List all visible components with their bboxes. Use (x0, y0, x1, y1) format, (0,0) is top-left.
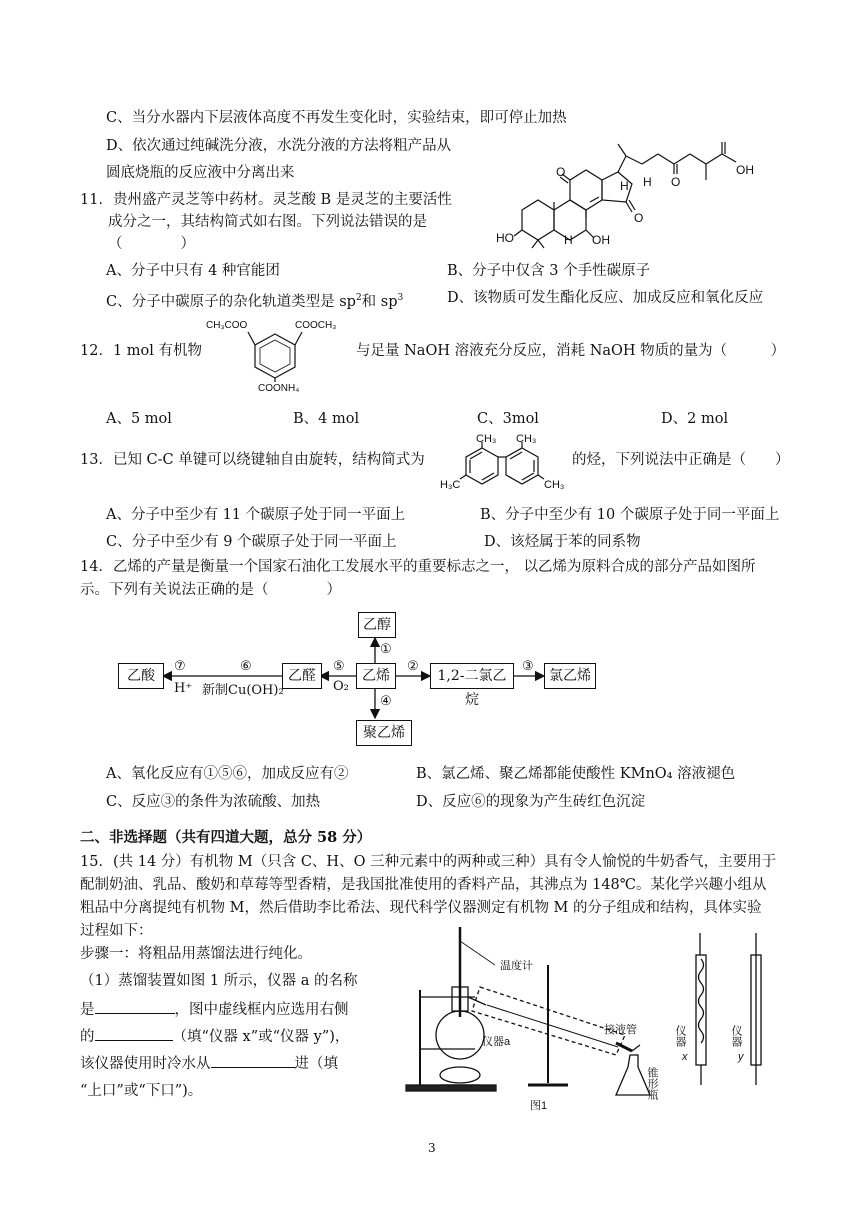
mol-o-ketone-d: O (634, 211, 644, 225)
fig-flask-label: 锥形瓶 (646, 1067, 658, 1100)
q15-p3-prefix: 的 (80, 1029, 95, 1045)
q13-h3c: H₃C (440, 479, 461, 490)
q11-option-d: D、该物质可发生酯化反应、加成反应和氧化反应 (447, 290, 764, 306)
q13-stem-post: 的烃，下列说法中正确是（ ） (572, 452, 790, 468)
section-2-heading: 二、非选择题（共有四道大题，总分 58 分） (80, 829, 372, 846)
q15-p2-prefix: 是 (80, 1002, 95, 1018)
fig-receiver-label: 接液管 (604, 1024, 637, 1036)
flow-acetaldehyde: 乙醛 (282, 663, 322, 689)
q15-part1-line5: “上口”或“下口”)。 (80, 1083, 203, 1099)
q13-ch3-b: CH₃ (516, 433, 537, 445)
q15-stem-line4: 过程如下： (80, 923, 153, 939)
mol-o-ketone-c: O (556, 165, 566, 179)
q14-stem-line1: 14．乙烯的产量是衡量一个国家石油化工发展水平的重要标志之一， 以乙烯为原料合成的部分产品如图所 (80, 559, 756, 575)
q13-stem-pre: 13．已知 C-C 单键可以绕键轴自由旋转，结构简式为 (80, 452, 425, 468)
q13-option-b: B、分子中至少有 10 个碳原子处于同一平面上 (480, 507, 780, 523)
q10-option-c: C、当分水器内下层液体高度不再发生变化时，实验结束，即可停止加热 (106, 110, 567, 126)
fig-instrument-x-label: 仪器 (674, 1025, 686, 1047)
fig-x-letter: x (682, 1051, 688, 1063)
q11-option-c-sup2: 3 (397, 293, 404, 303)
q15-stem-line1: 15．(共 14 分）有机物 M（只含 C、H、O 三种元素中的两种或三种）具有令人愉悦的牛奶香气，主要用于 (80, 854, 777, 870)
q10-option-d-line1: D、依次通过纯碱洗分液，水洗分液的方法将粗产品从 (106, 138, 452, 154)
q15-p3-suffix: （填“仪器 x”或“仪器 y”)， (172, 1029, 350, 1045)
q13-ch3-c: CH₃ (544, 479, 565, 490)
q15-part1-line2 (80, 999, 349, 1020)
flow-cuoh2: 新制Cu(OH)₂ (202, 683, 284, 698)
q14-option-c: C、反应③的条件为浓硫酸、加热 (106, 794, 321, 810)
answer-blank-instrument-choice[interactable] (95, 1026, 173, 1041)
fig-caption: 图1 (530, 1100, 548, 1112)
answer-blank-instrument-a[interactable] (95, 999, 175, 1014)
distillation-apparatus-figure (400, 925, 790, 1115)
fig-y-letter: y (738, 1051, 744, 1063)
q12-bottom-group: COONH₄ (258, 383, 300, 392)
q13-ch3-a: CH₃ (476, 433, 497, 445)
flow-o2: O₂ (333, 679, 349, 694)
q15-p4-suffix: 进（填 (294, 1056, 338, 1072)
fig-instrument-y-label: 仪器 (730, 1025, 742, 1047)
q14-option-d: D、反应⑥的现象为产生砖红色沉淀 (416, 794, 646, 810)
q13-option-d: D、该烃属于苯的同系物 (484, 534, 641, 550)
q15-stem-line3: 粗品中分离提纯有机物 M，然后借助李比希法、现代科学仪器测定有机物 M 的分子组成和结构，具体实验 (80, 900, 762, 916)
flow-step-1: ① (380, 642, 392, 657)
q11-stem-line2: 成分之一，其结构简式如右图。下列说法错误的是 (108, 214, 427, 230)
mol-oh-acid: OH (736, 163, 754, 177)
flow-hplus: H⁺ (174, 681, 193, 696)
q11-option-c-sup1: 2 (355, 293, 362, 303)
q14-stem-line2: 示。下列有关说法正确的是（ ） (80, 582, 341, 598)
q11-option-b: B、分子中仅含 3 个手性碳原子 (447, 263, 651, 279)
page-number: 3 (428, 1141, 436, 1155)
flow-ethylene: 乙烯 (356, 663, 396, 689)
answer-blank-water-inlet[interactable] (211, 1053, 295, 1068)
q14-option-a: A、氧化反应有①⑤⑥，加成反应有② (106, 766, 349, 782)
flow-step-2: ② (407, 659, 419, 674)
q13-option-c: C、分子中至少有 9 个碳原子处于同一平面上 (106, 534, 397, 550)
mol-ho: HO (496, 231, 514, 245)
flow-step-5: ⑤ (333, 659, 345, 674)
q11-stem-line1: 11．贵州盛产灵芝等中药材。灵芝酸 B 是灵芝的主要活性 (80, 192, 452, 208)
flow-step-7: ⑦ (174, 659, 186, 674)
q12-option-d: D、2 mol (661, 411, 729, 427)
mol-o-ketone-chain: O (671, 175, 681, 189)
q12-left-group: CH₃COO (206, 320, 248, 331)
mol-h-label-3: H (564, 233, 573, 247)
q15-p4-prefix: 该仪器使用时冷水从 (80, 1056, 211, 1072)
flow-vinyl-chloride: 氯乙烯 (544, 663, 596, 689)
flow-dichloroethane: 1,2-二氯乙烷 (430, 663, 514, 689)
flow-step-3: ③ (522, 659, 534, 674)
mol-h-label-1: H (620, 179, 629, 193)
q11-option-a: A、分子中只有 4 种官能团 (106, 263, 280, 279)
mol-oh: OH (592, 233, 610, 247)
q11-option-c-text: C、分子中碳原子的杂化轨道类型是 sp (106, 293, 356, 310)
fig-instrument-a-label: 仪器a (482, 1036, 511, 1048)
flow-step-4: ④ (380, 694, 392, 709)
q15-step1: 步骤一：将粗品用蒸馏法进行纯化。 (80, 946, 312, 962)
q12-right-group: COOCH₃ (295, 320, 337, 331)
q12-option-a: A、5 mol (106, 411, 172, 427)
q11-option-c-mid: 和 sp (361, 293, 398, 310)
flow-ethanol: 乙醇 (358, 612, 396, 638)
q13-option-a: A、分子中至少有 11 个碳原子处于同一平面上 (106, 507, 406, 523)
q12-stem-pre: 12．1 mol 有机物 (80, 343, 203, 359)
flow-polyethylene: 聚乙烯 (356, 720, 412, 746)
q15-p2-suffix: ，图中虚线框内应选用右侧 (174, 1002, 349, 1018)
q12-option-b: B、4 mol (293, 411, 360, 427)
mol-h-label-2: H (643, 175, 652, 189)
q15-part1-line4 (80, 1053, 338, 1074)
q15-stem-line2: 配制奶油、乳品、酸奶和草莓等型香精，是我国批准使用的香料产品，其沸点为 148℃。某化学兴趣小组从 (80, 877, 767, 893)
q15-part1-line3 (80, 1026, 349, 1047)
q11-answer-blank: （ ） (108, 236, 195, 252)
q10-option-d-line2: 圆底烧瓶的反应液中分离出来 (106, 165, 295, 181)
q12-stem-post: 与足量 NaOH 溶液充分反应，消耗 NaOH 物质的量为（ ） (356, 343, 786, 359)
flow-step-6: ⑥ (240, 659, 252, 674)
q12-option-c: C、3mol (477, 411, 539, 427)
fig-thermometer-label: 温度计 (500, 960, 533, 972)
q15-part1-line1: （1）蒸馏装置如图 1 所示，仪器 a 的名称 (80, 973, 358, 989)
flow-acetic-acid: 乙酸 (118, 663, 164, 689)
q14-option-b: B、氯乙烯、聚乙烯都能使酸性 KMnO₄ 溶液褪色 (416, 766, 736, 782)
